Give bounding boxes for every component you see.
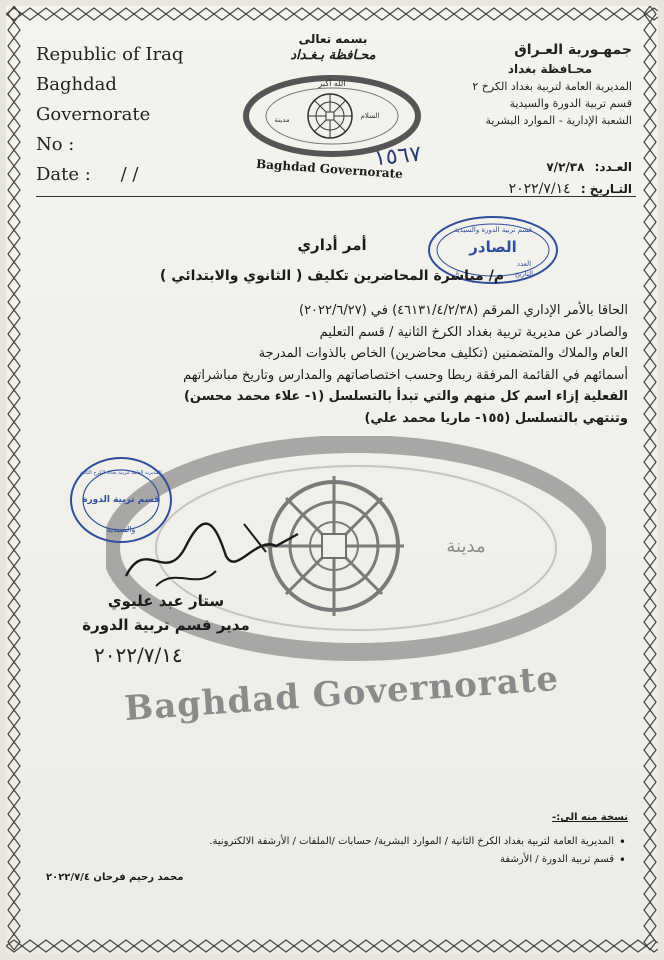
date-label-en-row bbox=[36, 160, 236, 190]
logo-text-salam: السلام bbox=[360, 112, 380, 120]
header-arabic-block bbox=[402, 40, 632, 129]
copy-recipient: • قسم تربية الدورة / الأرشفة bbox=[28, 851, 614, 869]
body-line: أسمائهم في القائمة المرفقة ربطا وحسب اختصاصاتهم والمدارس وتاريخ مباشراتهم bbox=[183, 367, 628, 383]
decorative-border-bottom bbox=[6, 938, 658, 954]
governorate-en: Governorate bbox=[36, 104, 151, 125]
document-title: أمر أداري bbox=[297, 236, 367, 254]
stamp-dept-text: قسم تربية الدورة والسيدية bbox=[454, 226, 532, 234]
governorate-name-en-logo: Baghdad Governorate bbox=[255, 156, 404, 182]
reference-number-label: العـدد: bbox=[594, 160, 632, 174]
copies-section bbox=[28, 812, 628, 869]
directorate-ar: المديرية العامة لتربية بغداد الكرخ ٢ bbox=[472, 80, 632, 93]
handwritten-number: ١٥٦٧ bbox=[372, 141, 423, 172]
stamp-number-label: العدد bbox=[516, 260, 532, 268]
decorative-border-right bbox=[642, 6, 658, 954]
date-slashes-en: / / bbox=[120, 164, 139, 185]
signature-date: ٢٠٢٢/٧/١٤ bbox=[94, 643, 183, 667]
stamp-outgoing-word: الصادر bbox=[469, 238, 517, 256]
reference-number-row bbox=[422, 156, 632, 178]
governorate-calligraphy: محـافظة بـغـداد bbox=[290, 48, 376, 63]
basmala-text: بسمه تعالى bbox=[298, 32, 368, 46]
document-subject: م/ مباشرة المحاضرين تكليف ( الثانوي والابتدائي ) bbox=[159, 268, 505, 284]
seal-city-word: مدينة bbox=[446, 536, 486, 557]
division-ar: الشعبة الإدارية - الموارد البشرية bbox=[485, 114, 632, 127]
seal-governorate-en: Baghdad Governorate bbox=[123, 658, 561, 730]
department-ar: قسم تربية الدورة والسيدية bbox=[509, 97, 632, 110]
country-name-en: Republic of Iraq bbox=[36, 44, 184, 65]
body-line: والصادر عن مديرية تربية بغداد الكرخ الثانية / قسم التعليم bbox=[319, 324, 628, 340]
date-label-en: Date : bbox=[36, 164, 91, 185]
copies-heading: نسخة منه الى:- bbox=[552, 812, 628, 823]
document-body bbox=[38, 300, 628, 429]
country-name-ar: جمهـورية العـراق bbox=[514, 42, 632, 58]
reference-number-value: ٧/٢/٣٨ bbox=[546, 160, 585, 174]
decorative-border-left bbox=[6, 6, 22, 954]
reference-date-value: ٢٠٢٢/٧/١٤ bbox=[508, 181, 571, 197]
body-line: الفعلية إزاء اسم كل منهم والتي تبدأ بالتسلسل (١- علاء محمد محسن) bbox=[183, 389, 628, 404]
round-stamp-line3: والسيدية bbox=[106, 525, 136, 534]
number-label-en: No : bbox=[36, 134, 75, 155]
handwritten-signature bbox=[116, 516, 306, 596]
header-center-block bbox=[238, 32, 428, 63]
header-divider bbox=[36, 196, 636, 197]
body-line: العام والملاك والمتضمنين (تكليف محاضرين) الخاص بالذوات المدرجة bbox=[258, 346, 628, 361]
reference-date-label: التـاريخ : bbox=[580, 182, 632, 196]
reference-block bbox=[422, 156, 632, 200]
copy-recipient: • المديرية العامة لتربية بغداد الكرخ الثانية / الموارد البشرية/ حسابات /الملفات / الأرشفة الالكترونية. bbox=[28, 833, 614, 851]
decorative-border-top bbox=[6, 6, 658, 22]
copies-list bbox=[28, 833, 628, 869]
document-page bbox=[6, 6, 658, 954]
logo-text-city: مدينة bbox=[274, 116, 290, 124]
signatory-name: ستار عبد عليوي bbox=[107, 592, 225, 610]
signatory-title: مدير قسم تربية الدورة bbox=[82, 616, 250, 634]
round-stamp-line2: قسم تربية الدورة bbox=[82, 495, 160, 505]
governorate-ar: محـافظة بغداد bbox=[507, 62, 592, 76]
logo-text-top: الله أكبر bbox=[318, 79, 346, 88]
city-name-en: Baghdad bbox=[36, 74, 117, 95]
stamp-date-label: التاريخ bbox=[514, 270, 534, 278]
round-stamp-line1: المديرية العامة لتربية بغداد الكرخ الثانية bbox=[80, 470, 162, 476]
body-line: وتنتهي بالتسلسل (١٥٥- ماريا محمد علي) bbox=[364, 410, 628, 426]
body-line: الحاقا بالأمر الإداري المرقم (٤٦١٣١/٤/٢/٣٨) في (٢٠٢٢/٦/٢٧) bbox=[298, 303, 628, 318]
typist-signature: محمد رحيم فرحان ٢٠٢٢/٧/٤ bbox=[46, 872, 184, 883]
header-english-block bbox=[36, 40, 236, 190]
